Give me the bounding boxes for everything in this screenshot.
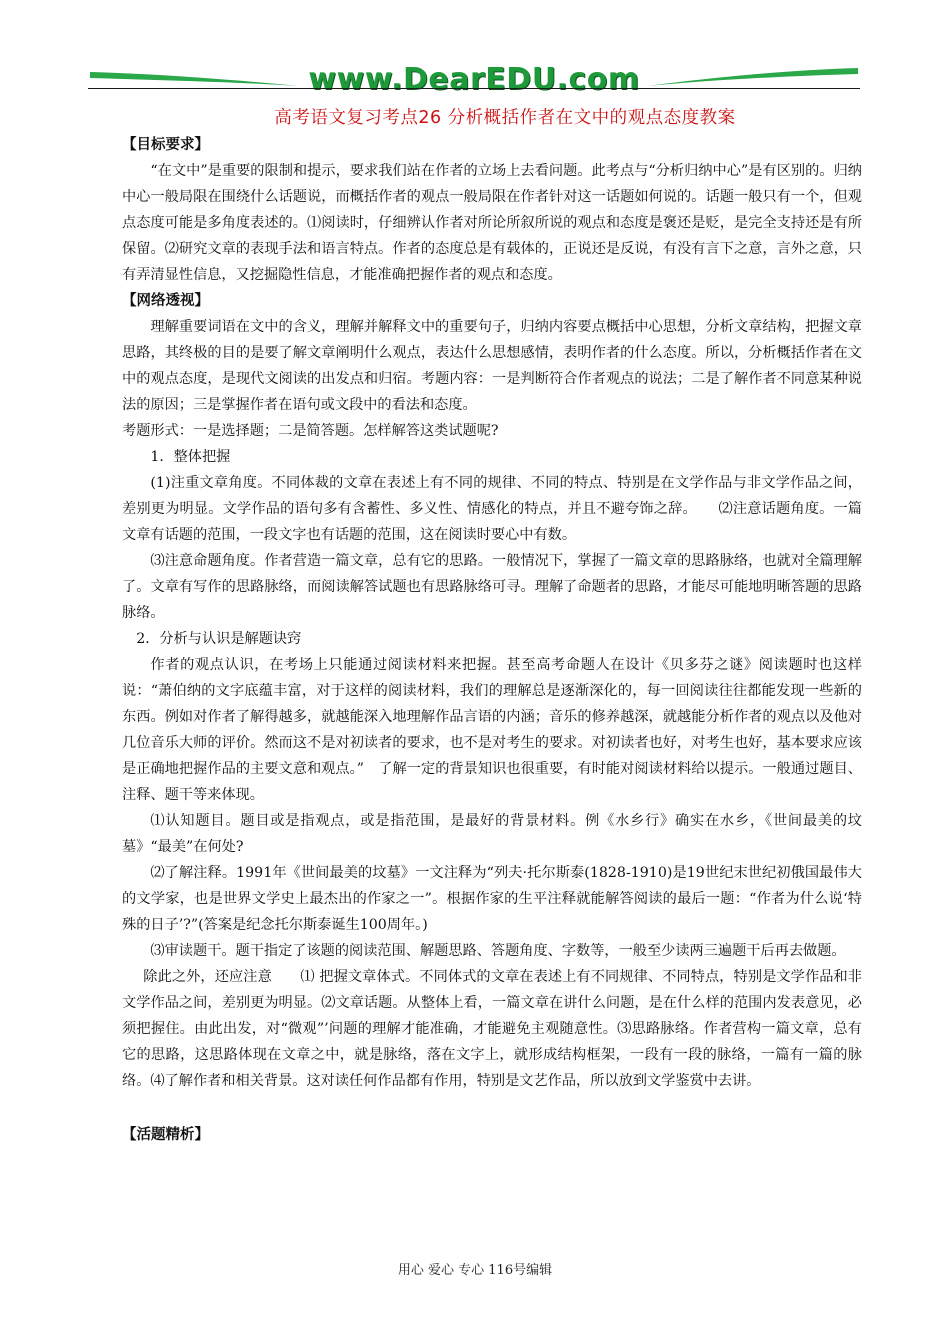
paragraph: ⑶注意命题角度。作者营造一篇文章，总有它的思路。一般情况下，掌握了一篇文章的思路脉络，也就对全篇理解了。文章有写作的思路脉络，而阅读解答试题也有思路脉络可寻。理解了命题者的思路，才能尽可能地明晰答题的思路脉络。 — [122, 553, 862, 621]
page-title: 高考语文复习考点26 分析概括作者在文中的观点态度教案 — [274, 108, 736, 128]
paragraph: ⑴认知题目。题目或是指观点，或是指范围，是最好的背景材料。例《水乡行》确实在水乡，《世间最美的坟墓》“最美”在何处? — [122, 813, 862, 855]
document-body — [122, 132, 862, 1148]
paragraph: 除此之外，还应注意 ⑴ 把握文章体式。不同体式的文章在表述上有不同规律、不同特点，特别是文学作品和非文学作品之间，差别更为明显。⑵文章话题。从整体上看，一篇文章在讲什么问题，是在什么样的范围内发表意见，必须把握住。由此出发，对“微观”’问题的理解才能准确，才能避免主观随意性。⑶思路脉络。作者营构一篇文章，总有它的思路，这思路体现在文章之中，就是脉络，落在文字上，就形成结构框架，一段有一段的脉络，一篇有一篇的脉络。⑷了解作者和相关背景。这对读任何作品都有作用，特别是文艺作品，所以放到文学鉴赏中去讲。 — [122, 969, 862, 1089]
paragraph: 作者的观点认识，在考场上只能通过阅读材料来把握。甚至高考命题人在设计《贝多芬之谜》阅读题时也这样说：“萧伯纳的文字底蕴丰富，对于这样的阅读材料，我们的理解总是逐渐深化的，每一回阅读往往都能发现一些新的东西。例如对作者了解得越多，就越能深入地理解作品言语的内涵；音乐的修养越深，就越能分析作者的观点以及他对几位音乐大师的评价。然而这不是对初读者的要求，也不是对考生的要求。对初读者也好，对考生也好，基本要求应该是正确地把握作品的主要文意和观点。” 了解一定的背景知识也很重要，有时能对阅读材料给以提示。一般通过题目、注释、题干等来体现。 — [122, 657, 862, 803]
site-logo[interactable]: www.DearEDU.com — [308, 62, 640, 97]
subheading: 2．分析与认识是解题诀窍 — [136, 631, 302, 647]
subheading: 1．整体把握 — [150, 449, 231, 465]
paragraph: 考题形式：一是选择题；二是简答题。怎样解答这类试题呢? — [122, 423, 499, 439]
paragraph: “在文中”是重要的限制和提示，要求我们站在作者的立场上去看问题。此考点与“分析归纳中心”是有区别的。归纳中心一般局限在围绕什么话题说，而概括作者的观点一般局限在作者针对这一话题如何说的。话题一般只有一个，但观点态度可能是多角度表述的。⑴阅读时，仔细辨认作者对所论所叙所说的观点和态度是褒还是贬，是完全支持还是有所保留。⑵研究文章的表现手法和语言特点。作者的态度总是有载体的，正说还是反说，有没有言下之意，言外之意，只有弄清显性信息，又挖掘隐性信息，才能准确把握作者的观点和态度。 — [122, 163, 862, 283]
section-heading-overview: 【网络透视】 — [122, 293, 209, 309]
section-heading-goals: 【目标要求】 — [122, 137, 209, 153]
page-footer: 用心 爱心 专心 116号编辑 — [397, 1263, 553, 1278]
header-divider — [88, 88, 860, 89]
paragraph: ⑶审读题干。题干指定了该题的阅读范围、解题思路、答题角度、字数等，一般至少读两三遍题干后再去做题。 — [150, 943, 846, 959]
paragraph: (1)注重文章角度。不同体裁的文章在表述上有不同的规律、不同的特点、特别是在文学作品与非文学作品之间，差别更为明显。文学作品的语句多有含蓄性、多义性、情感化的特点，并且不避夸饰之辞。 ⑵注意话题角度。一篇文章有话题的范围，一段文字也有话题的范围，这在阅读时要心中有数。 — [122, 475, 862, 543]
paragraph: 理解重要词语在文中的含义，理解并解释文中的重要句子，归纳内容要点概括中心思想，分析文章结构，把握文章思路，其终极的目的是要了解文章阐明什么观点，表达什么思想感情，表明作者的什么态度。所以，分析概括作者在文中的观点态度，是现代文阅读的出发点和归宿。考题内容：一是判断符合作者观点的说法；二是了解作者不同意某种说法的原因；三是掌握作者在语句或文段中的看法和态度。 — [122, 319, 862, 413]
section-heading-analysis: 【活题精析】 — [122, 1127, 209, 1143]
site-header — [88, 58, 860, 108]
paragraph: ⑵了解注释。1991年《世间最美的坟墓》一文注释为“列夫·托尔斯泰(1828-1910)是19世纪末世纪初俄国最伟大的文学家，也是世界文学史上最杰出的作家之一”。根据作家的生平注释就能解答阅读的最后一题：“作者为什么说‘特殊的日子’?”(答案是纪念托尔斯泰诞生100周年。) — [122, 865, 862, 933]
